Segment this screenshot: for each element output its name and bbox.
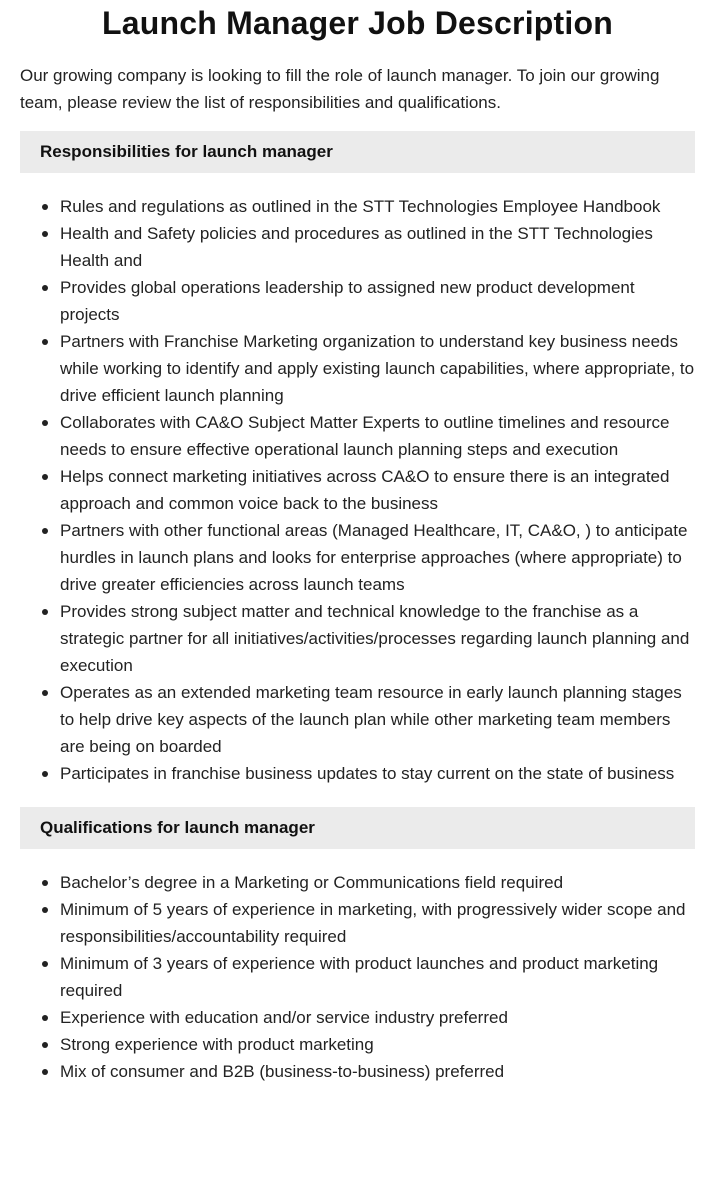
qualifications-list <box>20 869 695 1085</box>
list-item: Rules and regulations as outlined in the STT Technologies Employee Handbook <box>60 193 695 220</box>
list-item: Minimum of 3 years of experience with product launches and product marketing required <box>60 950 695 1004</box>
list-item: Collaborates with CA&O Subject Matter Experts to outline timelines and resource needs to ensure effective operational launch planning steps and execution <box>60 409 695 463</box>
list-item: Partners with Franchise Marketing organization to understand key business needs while working to identify and apply existing launch capabilities, where appropriate, to drive efficient launch planning <box>60 328 695 409</box>
list-item: Mix of consumer and B2B (business-to-business) preferred <box>60 1058 695 1085</box>
intro-paragraph: Our growing company is looking to fill the role of launch manager. To join our growing team, please review the list of responsibilities and qualifications. <box>20 66 660 112</box>
responsibilities-list <box>20 193 695 787</box>
list-item: Partners with other functional areas (Managed Healthcare, IT, CA&O, ) to anticipate hurdles in launch plans and looks for enterprise approaches (where appropriate) to drive greater efficiencies across launch teams <box>60 517 695 598</box>
list-item: Helps connect marketing initiatives across CA&O to ensure there is an integrated approach and common voice back to the business <box>60 463 695 517</box>
list-item: Strong experience with product marketing <box>60 1031 695 1058</box>
qualifications-heading: Qualifications for launch manager <box>20 807 695 849</box>
page-title: Launch Manager Job Description <box>102 5 613 41</box>
spacer <box>20 787 695 792</box>
list-item: Participates in franchise business updates to stay current on the state of business <box>60 760 695 787</box>
list-item: Provides strong subject matter and technical knowledge to the franchise as a strategic partner for all initiatives/activities/processes regarding launch planning and execution <box>60 598 695 679</box>
list-item: Provides global operations leadership to assigned new product development projects <box>60 274 695 328</box>
list-item: Health and Safety policies and procedures as outlined in the STT Technologies Health and <box>60 220 695 274</box>
list-item: Operates as an extended marketing team resource in early launch planning stages to help drive key aspects of the launch plan while other marketing team members are being on boarded <box>60 679 695 760</box>
list-item: Experience with education and/or service industry preferred <box>60 1004 695 1031</box>
list-item: Bachelor’s degree in a Marketing or Communications field required <box>60 869 695 896</box>
list-item: Minimum of 5 years of experience in marketing, with progressively wider scope and responsibilities/accountability required <box>60 896 695 950</box>
responsibilities-heading: Responsibilities for launch manager <box>20 131 695 173</box>
